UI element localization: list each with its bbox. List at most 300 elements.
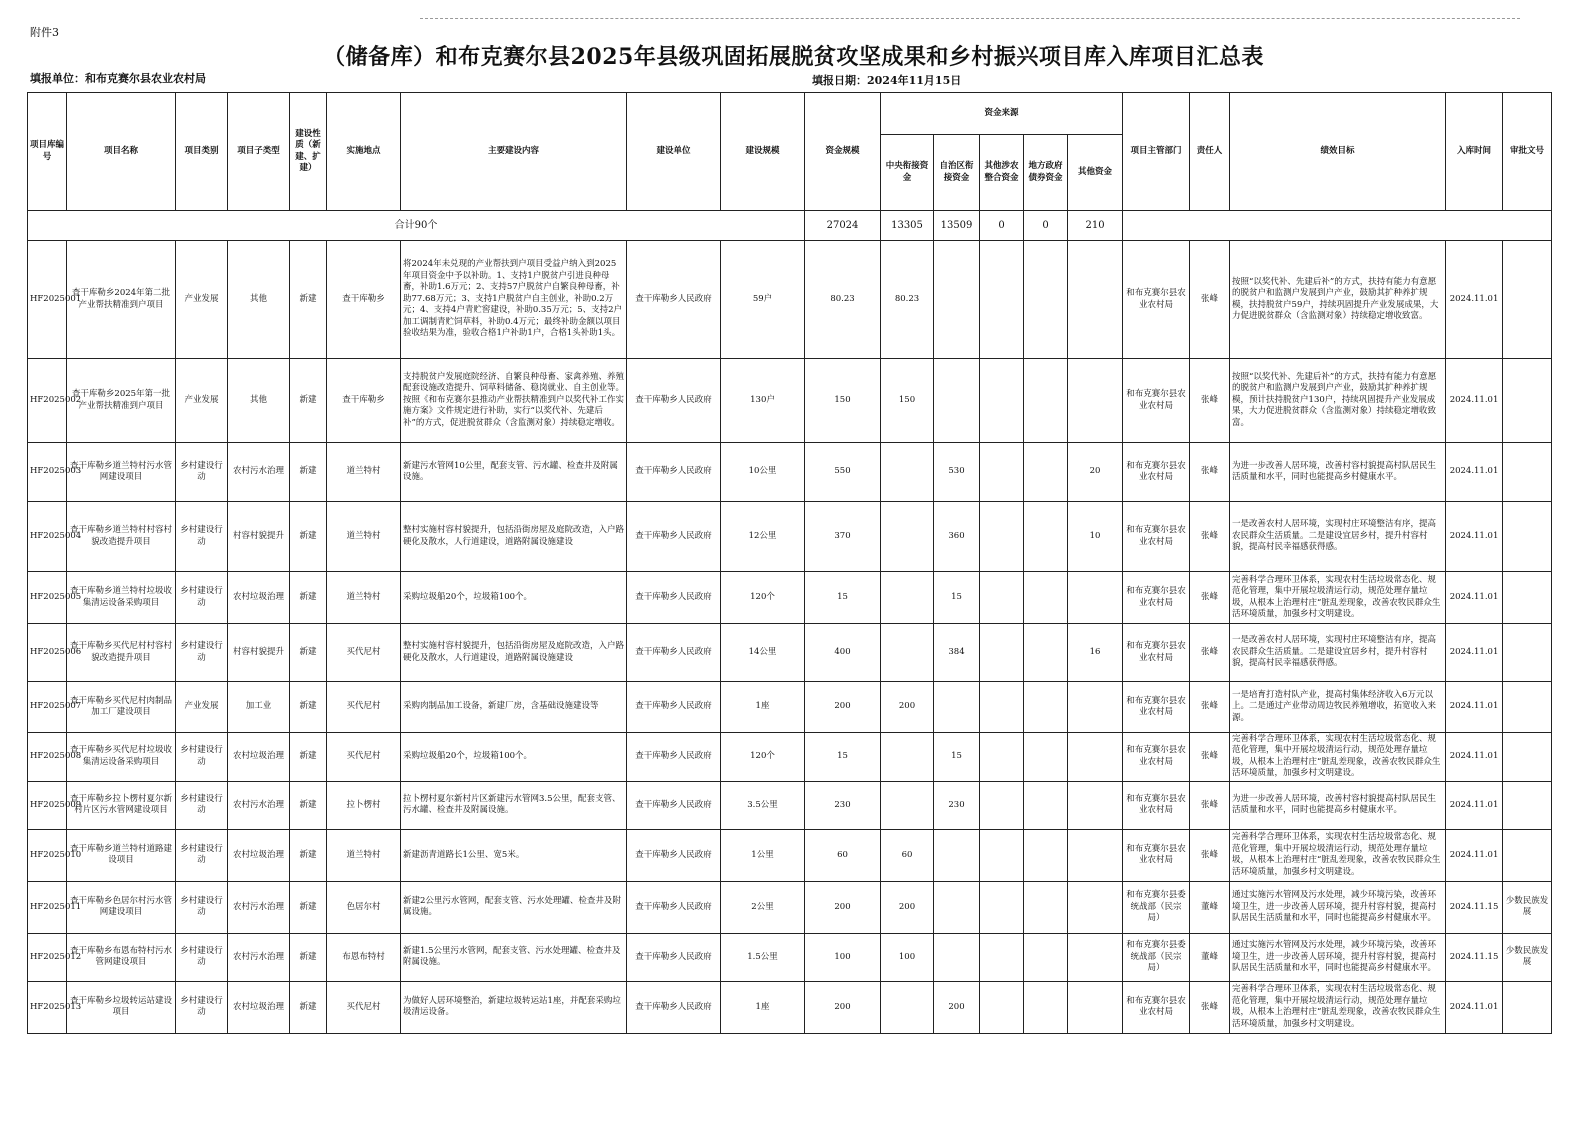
reporting-date: 填报日期：2024年11月15日	[812, 74, 962, 87]
cell-scale: 1.5公里	[721, 933, 805, 981]
cell-name: 查干库勒乡买代尼村肉制品加工厂建设项目	[67, 682, 176, 733]
cell-central: 80.23	[881, 241, 934, 359]
cell-dept: 和布克赛尔县农业农村局	[1123, 241, 1190, 359]
cell-nature: 新建	[290, 624, 327, 682]
cell-location: 道兰特村	[327, 829, 401, 881]
cell-person: 张峰	[1190, 241, 1230, 359]
header-agri: 其他涉农整合资金	[980, 135, 1024, 211]
cell-type: 产业发展	[176, 241, 228, 359]
cell-central	[881, 624, 934, 682]
cell-name: 查干库勒乡道兰特村污水管网建设项目	[67, 443, 176, 502]
cell-dept: 和布克赛尔县农业农村局	[1123, 682, 1190, 733]
cell-approval	[1503, 443, 1552, 502]
cell-person: 张峰	[1190, 572, 1230, 624]
cell-builder: 查干库勒乡人民政府	[627, 241, 721, 359]
cell-person: 张峰	[1190, 682, 1230, 733]
cell-type: 乡村建设行动	[176, 881, 228, 933]
cell-central	[881, 443, 934, 502]
cell-approval	[1503, 781, 1552, 829]
cell-builder: 查干库勒乡人民政府	[627, 502, 721, 572]
total-region: 13509	[934, 211, 980, 241]
cell-time: 2024.11.15	[1446, 933, 1503, 981]
cell-agri	[980, 781, 1024, 829]
cell-location: 色居尔村	[327, 881, 401, 933]
cell-other	[1068, 572, 1123, 624]
cell-dept: 和布克赛尔县农业农村局	[1123, 572, 1190, 624]
cell-agri	[980, 443, 1024, 502]
cell-bond	[1024, 733, 1068, 782]
header-subtype: 项目子类型	[228, 93, 290, 211]
cell-code: HF2025013	[28, 981, 67, 1033]
header-bond: 地方政府债券资金	[1024, 135, 1068, 211]
cell-scale: 130户	[721, 359, 805, 443]
cell-other	[1068, 733, 1123, 782]
project-table	[27, 92, 1552, 1034]
cell-dept: 和布克赛尔县农业农村局	[1123, 624, 1190, 682]
cell-bond	[1024, 781, 1068, 829]
cell-central: 200	[881, 881, 934, 933]
cell-region	[934, 881, 980, 933]
cell-subtype: 其他	[228, 359, 290, 443]
cell-subtype: 农村污水治理	[228, 881, 290, 933]
cell-goal: 按照“以奖代补、先建后补”的方式，扶持有能力有意愿的脱贫户和监测户发展到户产业，鼓励其扩种养扩规模，预计扶持脱贫户130户，持续巩固提升产业发展成果，大力促进脱贫群众（含监测对象）持续稳定增收致富。	[1230, 359, 1446, 443]
cell-location: 买代尼村	[327, 624, 401, 682]
cell-approval	[1503, 359, 1552, 443]
cell-bond	[1024, 572, 1068, 624]
cell-name: 查干库勒乡布恩布特村污水管网建设项目	[67, 933, 176, 981]
cell-scale: 10公里	[721, 443, 805, 502]
cell-goal: 完善科学合理环卫体系，实现农村生活垃圾常态化、规范化管理，集中开展垃圾清运行动，规范处理存量垃圾，从根本上治理村庄“脏乱差现象，改善农牧民群众生活环境质量，加强乡村文明建设。	[1230, 572, 1446, 624]
cell-dept: 和布克赛尔县委统战部（民宗局）	[1123, 881, 1190, 933]
header-central: 中央衔接资金	[881, 135, 934, 211]
cell-other	[1068, 933, 1123, 981]
cell-person: 张峰	[1190, 502, 1230, 572]
cell-nature: 新建	[290, 241, 327, 359]
attachment-label: 附件3	[30, 26, 59, 39]
cell-subtype: 农村垃圾治理	[228, 733, 290, 782]
cell-content: 新建污水管网10公里，配套支管、污水罐、检查井及附属设施。	[401, 443, 627, 502]
cell-code: HF2025006	[28, 624, 67, 682]
cell-nature: 新建	[290, 733, 327, 782]
table-row	[28, 981, 1552, 1033]
cell-subtype: 农村污水治理	[228, 443, 290, 502]
cell-builder: 查干库勒乡人民政府	[627, 881, 721, 933]
cell-nature: 新建	[290, 881, 327, 933]
cell-other	[1068, 881, 1123, 933]
cell-bond	[1024, 359, 1068, 443]
cell-approval: 少数民族发展	[1503, 933, 1552, 981]
cell-other	[1068, 359, 1123, 443]
cell-name: 查干库勒乡色居尔村污水管网建设项目	[67, 881, 176, 933]
cell-region: 530	[934, 443, 980, 502]
header-dept: 项目主管部门	[1123, 93, 1190, 211]
cell-agri	[980, 733, 1024, 782]
cell-agri	[980, 682, 1024, 733]
cell-name: 查干库勒乡2025年第一批产业帮扶精准到户项目	[67, 359, 176, 443]
cell-type: 乡村建设行动	[176, 933, 228, 981]
header-type: 项目类别	[176, 93, 228, 211]
cell-dept: 和布克赛尔县农业农村局	[1123, 443, 1190, 502]
cell-location: 查干库勒乡	[327, 359, 401, 443]
cell-code: HF2025001	[28, 241, 67, 359]
cell-location: 道兰特村	[327, 572, 401, 624]
cell-subtype: 加工业	[228, 682, 290, 733]
cell-code: HF2025011	[28, 881, 67, 933]
cell-region: 15	[934, 572, 980, 624]
cell-scale: 1公里	[721, 829, 805, 881]
cell-time: 2024.11.01	[1446, 829, 1503, 881]
table-row	[28, 829, 1552, 881]
cell-agri	[980, 981, 1024, 1033]
cell-name: 查干库勒乡拉卜楞村夏尔新村片区污水管网建设项目	[67, 781, 176, 829]
cell-subtype: 农村垃圾治理	[228, 829, 290, 881]
cell-type: 产业发展	[176, 682, 228, 733]
cell-content: 采购肉制品加工设备，新建厂房，含基础设施建设等	[401, 682, 627, 733]
cell-name: 查干库勒乡垃圾转运站建设项目	[67, 981, 176, 1033]
cell-scale: 12公里	[721, 502, 805, 572]
cell-location: 拉卜楞村	[327, 781, 401, 829]
cell-central	[881, 981, 934, 1033]
table-row	[28, 682, 1552, 733]
cell-code: HF2025007	[28, 682, 67, 733]
cell-approval	[1503, 733, 1552, 782]
cell-bond	[1024, 981, 1068, 1033]
cell-scale: 3.5公里	[721, 781, 805, 829]
cell-person: 张峰	[1190, 981, 1230, 1033]
header-fund: 资金规模	[805, 93, 881, 211]
cell-other	[1068, 781, 1123, 829]
table-row	[28, 624, 1552, 682]
table-row	[28, 933, 1552, 981]
cell-subtype: 其他	[228, 241, 290, 359]
header-goal: 绩效目标	[1230, 93, 1446, 211]
cell-subtype: 村容村貌提升	[228, 502, 290, 572]
cell-person: 张峰	[1190, 829, 1230, 881]
cell-code: HF2025012	[28, 933, 67, 981]
table-row	[28, 733, 1552, 782]
cell-agri	[980, 881, 1024, 933]
cell-content: 采购垃圾船20个，垃圾箱100个。	[401, 572, 627, 624]
cell-approval	[1503, 682, 1552, 733]
cell-bond	[1024, 443, 1068, 502]
reporting-unit: 填报单位：和布克赛尔县农业农村局	[30, 72, 206, 85]
cell-time: 2024.11.01	[1446, 502, 1503, 572]
cell-time: 2024.11.01	[1446, 572, 1503, 624]
cell-nature: 新建	[290, 443, 327, 502]
table-row	[28, 241, 1552, 359]
cell-other: 10	[1068, 502, 1123, 572]
scan-artifact	[420, 18, 1520, 19]
cell-bond	[1024, 241, 1068, 359]
cell-region: 384	[934, 624, 980, 682]
cell-other: 20	[1068, 443, 1123, 502]
cell-content: 新建沥青道路长1公里、宽5米。	[401, 829, 627, 881]
total-blank	[1123, 211, 1552, 241]
cell-type: 乡村建设行动	[176, 829, 228, 881]
cell-content: 拉卜楞村夏尔新村片区新建污水管网3.5公里，配套支管、污水罐、检查井及附属设施。	[401, 781, 627, 829]
cell-subtype: 农村垃圾治理	[228, 981, 290, 1033]
header-other: 其他资金	[1068, 135, 1123, 211]
cell-time: 2024.11.01	[1446, 733, 1503, 782]
total-bond: 0	[1024, 211, 1068, 241]
cell-time: 2024.11.01	[1446, 359, 1503, 443]
cell-location: 布恩布特村	[327, 933, 401, 981]
cell-fund: 15	[805, 733, 881, 782]
cell-fund: 60	[805, 829, 881, 881]
total-row	[28, 211, 1552, 241]
cell-nature: 新建	[290, 682, 327, 733]
total-label: 合计90个	[28, 211, 805, 241]
cell-time: 2024.11.01	[1446, 682, 1503, 733]
cell-time: 2024.11.15	[1446, 881, 1503, 933]
cell-other	[1068, 682, 1123, 733]
cell-region: 230	[934, 781, 980, 829]
cell-goal: 完善科学合理环卫体系，实现农村生活垃圾常态化、规范化管理，集中开展垃圾清运行动，规范处理存量垃圾，从根本上治理村庄“脏乱差现象，改善农牧民群众生活环境质量，加强乡村文明建设。	[1230, 829, 1446, 881]
cell-approval	[1503, 624, 1552, 682]
cell-bond	[1024, 682, 1068, 733]
cell-time: 2024.11.01	[1446, 241, 1503, 359]
cell-central	[881, 733, 934, 782]
cell-dept: 和布克赛尔县农业农村局	[1123, 359, 1190, 443]
cell-central: 100	[881, 933, 934, 981]
cell-builder: 查干库勒乡人民政府	[627, 733, 721, 782]
cell-fund: 15	[805, 572, 881, 624]
cell-goal: 通过实施污水管网及污水处理，减少环境污染，改善环境卫生，进一步改善人居环境，提升村容村貌，提高村队居民生活质量和水平，同时也能提高乡村健康水平。	[1230, 881, 1446, 933]
cell-name: 查干库勒乡买代尼村村容村貌改造提升项目	[67, 624, 176, 682]
cell-fund: 200	[805, 682, 881, 733]
cell-central	[881, 502, 934, 572]
cell-region: 200	[934, 981, 980, 1033]
cell-agri	[980, 572, 1024, 624]
cell-location: 道兰特村	[327, 443, 401, 502]
cell-location: 道兰特村	[327, 502, 401, 572]
cell-goal: 完善科学合理环卫体系，实现农村生活垃圾常态化、规范化管理，集中开展垃圾清运行动，规范处理存量垃圾，从根本上治理村庄“脏乱差现象，改善农牧民群众生活环境质量，加强乡村文明建设。	[1230, 981, 1446, 1033]
cell-goal: 为进一步改善人居环境，改善村容村貌提高村队居民生活质量和水平，同时也能提高乡村健康水平。	[1230, 781, 1446, 829]
cell-type: 乡村建设行动	[176, 781, 228, 829]
header-code: 项目库编号	[28, 93, 67, 211]
cell-type: 乡村建设行动	[176, 981, 228, 1033]
table-row	[28, 443, 1552, 502]
cell-dept: 和布克赛尔县农业农村局	[1123, 829, 1190, 881]
cell-nature: 新建	[290, 829, 327, 881]
cell-scale: 2公里	[721, 881, 805, 933]
cell-agri	[980, 624, 1024, 682]
cell-name: 查干库勒乡道兰特村村容村貌改造提升项目	[67, 502, 176, 572]
cell-agri	[980, 933, 1024, 981]
cell-location: 买代尼村	[327, 733, 401, 782]
cell-dept: 和布克赛尔县农业农村局	[1123, 502, 1190, 572]
cell-builder: 查干库勒乡人民政府	[627, 829, 721, 881]
table-row	[28, 502, 1552, 572]
cell-bond	[1024, 624, 1068, 682]
cell-approval	[1503, 502, 1552, 572]
cell-content: 整村实施村容村貌提升，包括沿街房屋及庭院改造，入户路硬化及散水，人行道建设，道路附属设施建设	[401, 502, 627, 572]
cell-person: 张峰	[1190, 443, 1230, 502]
cell-builder: 查干库勒乡人民政府	[627, 572, 721, 624]
cell-type: 乡村建设行动	[176, 733, 228, 782]
header-approval: 审批文号	[1503, 93, 1552, 211]
cell-builder: 查干库勒乡人民政府	[627, 981, 721, 1033]
cell-builder: 查干库勒乡人民政府	[627, 443, 721, 502]
cell-scale: 59户	[721, 241, 805, 359]
cell-time: 2024.11.01	[1446, 443, 1503, 502]
cell-region	[934, 241, 980, 359]
cell-central: 60	[881, 829, 934, 881]
cell-bond	[1024, 502, 1068, 572]
cell-nature: 新建	[290, 933, 327, 981]
cell-builder: 查干库勒乡人民政府	[627, 933, 721, 981]
header-scale: 建设规模	[721, 93, 805, 211]
cell-scale: 1座	[721, 981, 805, 1033]
cell-builder: 查干库勒乡人民政府	[627, 359, 721, 443]
cell-person: 张峰	[1190, 781, 1230, 829]
cell-region: 15	[934, 733, 980, 782]
cell-content: 整村实施村容村貌提升，包括沿街房屋及庭院改造，入户路硬化及散水，人行道建设，道路附属设施建设	[401, 624, 627, 682]
cell-fund: 200	[805, 981, 881, 1033]
cell-content: 为做好人居环境整治，新建垃圾转运站1座，并配套采购垃圾清运设备。	[401, 981, 627, 1033]
total-central: 13305	[881, 211, 934, 241]
cell-content: 支持脱贫户发展庭院经济、自繁良种母畜、家禽养殖、养殖配套设施改造提升、饲草料储备、稳岗就业、自主创业等。按照《和布克赛尔县推动产业帮扶精准到户以奖代补工作实施方案》文件规定进行补助，实行“以奖代补、先建后补”的方式，促进脱贫群众（含监测对象）持续稳定增收。	[401, 359, 627, 443]
header-person: 责任人	[1190, 93, 1230, 211]
table-row	[28, 781, 1552, 829]
cell-content: 将2024年未兑现的产业帮扶到户项目受益户纳入到2025年项目资金中予以补助。1、支持1户脱贫户引进良种母畜，补助1.6万元；2、支持57户脱贫户自繁良种母畜，补助77.68万元；3、支持1户脱贫户自主创业，补助0.2万元；4、支持4户青贮窖建设，补助0.35万元；5、支持2户加工调制青贮饲草料，补助0.4万元；最终补助金额以项目验收结果为准，验收合格1户补助1户，合格1头补助1头。	[401, 241, 627, 359]
table-row	[28, 359, 1552, 443]
cell-person: 张峰	[1190, 624, 1230, 682]
cell-goal: 一是改善农村人居环境，实现村庄环境整洁有序，提高农民群众生活质量。二是建设宜居乡村，提升村容村貌，提高村民幸福感获得感。	[1230, 624, 1446, 682]
cell-other	[1068, 829, 1123, 881]
cell-dept: 和布克赛尔县农业农村局	[1123, 981, 1190, 1033]
cell-location: 买代尼村	[327, 981, 401, 1033]
page-title: （储备库）和布克赛尔县2025年县级巩固拓展脱贫攻坚成果和乡村振兴项目库入库项目汇总表	[323, 44, 1264, 70]
cell-fund: 230	[805, 781, 881, 829]
cell-central	[881, 781, 934, 829]
cell-approval: 少数民族发展	[1503, 881, 1552, 933]
cell-fund: 100	[805, 933, 881, 981]
cell-person: 张峰	[1190, 733, 1230, 782]
cell-type: 乡村建设行动	[176, 443, 228, 502]
cell-code: HF2025010	[28, 829, 67, 881]
cell-fund: 80.23	[805, 241, 881, 359]
cell-time: 2024.11.01	[1446, 981, 1503, 1033]
cell-scale: 120个	[721, 733, 805, 782]
header-row-1	[28, 93, 1552, 135]
cell-dept: 和布克赛尔县委统战部（民宗局）	[1123, 933, 1190, 981]
total-agri: 0	[980, 211, 1024, 241]
cell-region	[934, 829, 980, 881]
table-row	[28, 881, 1552, 933]
cell-other: 16	[1068, 624, 1123, 682]
cell-goal: 一是改善农村人居环境，实现村庄环境整洁有序，提高农民群众生活质量。二是建设宜居乡村，提升村容村貌，提高村民幸福感获得感。	[1230, 502, 1446, 572]
cell-fund: 550	[805, 443, 881, 502]
cell-region: 360	[934, 502, 980, 572]
cell-subtype: 村容村貌提升	[228, 624, 290, 682]
cell-agri	[980, 359, 1024, 443]
cell-scale: 1座	[721, 682, 805, 733]
cell-fund: 400	[805, 624, 881, 682]
cell-content: 新建1.5公里污水管网，配套支管、污水处理罐、检查井及附属设施。	[401, 933, 627, 981]
header-location: 实施地点	[327, 93, 401, 211]
cell-subtype: 农村垃圾治理	[228, 572, 290, 624]
header-region: 自治区衔接资金	[934, 135, 980, 211]
header-name: 项目名称	[67, 93, 176, 211]
cell-code: HF2025003	[28, 443, 67, 502]
cell-content: 采购垃圾船20个，垃圾箱100个。	[401, 733, 627, 782]
cell-central: 150	[881, 359, 934, 443]
cell-builder: 查干库勒乡人民政府	[627, 781, 721, 829]
cell-nature: 新建	[290, 981, 327, 1033]
cell-type: 乡村建设行动	[176, 572, 228, 624]
cell-approval	[1503, 829, 1552, 881]
cell-name: 查干库勒乡道兰特村垃圾收集清运设备采购项目	[67, 572, 176, 624]
cell-approval	[1503, 572, 1552, 624]
cell-location: 买代尼村	[327, 682, 401, 733]
cell-code: HF2025008	[28, 733, 67, 782]
cell-goal: 按照“以奖代补、先建后补”的方式，扶持有能力有意愿的脱贫户和监测户发展到户产业，鼓励其扩种养扩规模，扶持脱贫户59户，持续巩固提升产业发展成果，大力促进脱贫群众（含监测对象）持续稳定增收致富。	[1230, 241, 1446, 359]
header-builder: 建设单位	[627, 93, 721, 211]
cell-location: 查干库勒乡	[327, 241, 401, 359]
cell-other	[1068, 981, 1123, 1033]
cell-person: 董峰	[1190, 933, 1230, 981]
cell-goal: 通过实施污水管网及污水处理，减少环境污染，改善环境卫生，进一步改善人居环境，提升村容村貌，提高村队居民生活质量和水平，同时也能提高乡村健康水平。	[1230, 933, 1446, 981]
cell-central: 200	[881, 682, 934, 733]
header-time: 入库时间	[1446, 93, 1503, 211]
cell-goal: 为进一步改善人居环境，改善村容村貌提高村队居民生活质量和水平，同时也能提高乡村健康水平。	[1230, 443, 1446, 502]
cell-type: 乡村建设行动	[176, 502, 228, 572]
cell-content: 新建2公里污水管网，配套支管、污水处理罐、检查井及附属设施。	[401, 881, 627, 933]
cell-fund: 200	[805, 881, 881, 933]
cell-person: 张峰	[1190, 359, 1230, 443]
cell-person: 董峰	[1190, 881, 1230, 933]
header-nature: 建设性质（新建、扩建）	[290, 93, 327, 211]
cell-region	[934, 933, 980, 981]
cell-bond	[1024, 933, 1068, 981]
cell-region	[934, 359, 980, 443]
cell-other	[1068, 241, 1123, 359]
cell-approval	[1503, 241, 1552, 359]
total-fund: 27024	[805, 211, 881, 241]
cell-scale: 120个	[721, 572, 805, 624]
cell-agri	[980, 241, 1024, 359]
cell-name: 查干库勒乡买代尼村垃圾收集清运设备采购项目	[67, 733, 176, 782]
cell-fund: 370	[805, 502, 881, 572]
cell-name: 查干库勒乡道兰特村道路建设项目	[67, 829, 176, 881]
cell-bond	[1024, 881, 1068, 933]
cell-nature: 新建	[290, 781, 327, 829]
cell-region	[934, 682, 980, 733]
cell-central	[881, 572, 934, 624]
cell-time: 2024.11.01	[1446, 624, 1503, 682]
cell-subtype: 农村污水治理	[228, 933, 290, 981]
cell-agri	[980, 829, 1024, 881]
cell-approval	[1503, 981, 1552, 1033]
cell-dept: 和布克赛尔县农业农村局	[1123, 781, 1190, 829]
cell-code: HF2025004	[28, 502, 67, 572]
cell-agri	[980, 502, 1024, 572]
cell-type: 产业发展	[176, 359, 228, 443]
cell-builder: 查干库勒乡人民政府	[627, 682, 721, 733]
cell-nature: 新建	[290, 359, 327, 443]
cell-nature: 新建	[290, 502, 327, 572]
cell-nature: 新建	[290, 572, 327, 624]
cell-code: HF2025002	[28, 359, 67, 443]
header-source: 资金来源	[881, 93, 1123, 135]
cell-name: 查干库勒乡2024年第二批产业帮扶精准到户项目	[67, 241, 176, 359]
cell-code: HF2025005	[28, 572, 67, 624]
cell-code: HF2025009	[28, 781, 67, 829]
cell-time: 2024.11.01	[1446, 781, 1503, 829]
cell-builder: 查干库勒乡人民政府	[627, 624, 721, 682]
cell-subtype: 农村污水治理	[228, 781, 290, 829]
